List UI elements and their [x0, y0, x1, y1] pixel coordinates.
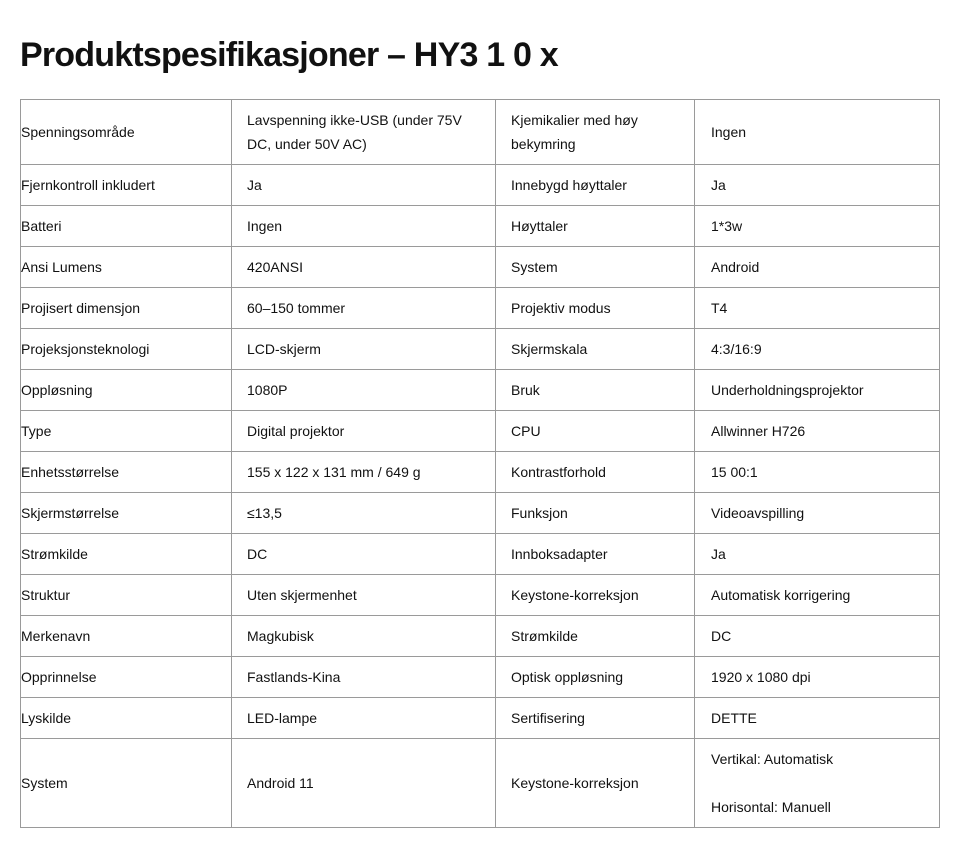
table-row [21, 100, 940, 165]
spec-label: Høyttaler [496, 206, 695, 247]
spec-value: ≤13,5 [232, 493, 496, 534]
spec-label: Lyskilde [21, 698, 232, 739]
table-row [21, 247, 940, 288]
spec-value: 1*3w [695, 206, 940, 247]
spec-value: Allwinner H726 [695, 411, 940, 452]
spec-value: Android [695, 247, 940, 288]
spec-value: 155 x 122 x 131 mm / 649 g [232, 452, 496, 493]
spec-label: Kontrastforhold [496, 452, 695, 493]
keystone-detail [711, 747, 939, 819]
spec-label: Type [21, 411, 232, 452]
table-row [21, 616, 940, 657]
spec-value: LED-lampe [232, 698, 496, 739]
page-title: Produktspesifikasjoner – HY3 1 0 x [20, 36, 558, 74]
table-row [21, 411, 940, 452]
table-row [21, 698, 940, 739]
table-row [21, 370, 940, 411]
spec-value: 4:3/16:9 [695, 329, 940, 370]
spec-label: System [21, 739, 232, 828]
table-row [21, 534, 940, 575]
spec-label: Strømkilde [496, 616, 695, 657]
spec-label: Strømkilde [21, 534, 232, 575]
spec-value: DC [232, 534, 496, 575]
spec-label: Projeksjonsteknologi [21, 329, 232, 370]
keystone-horizontal: Horisontal: Manuell [711, 799, 831, 815]
table-row [21, 329, 940, 370]
spec-label: Projektiv modus [496, 288, 695, 329]
spec-label: Merkenavn [21, 616, 232, 657]
spec-table [20, 99, 940, 828]
spec-label: Keystone-korreksjon [496, 575, 695, 616]
spec-label: CPU [496, 411, 695, 452]
spec-label: Struktur [21, 575, 232, 616]
spec-label: Ansi Lumens [21, 247, 232, 288]
spec-value: Underholdningsprojektor [695, 370, 940, 411]
spec-value: DETTE [695, 698, 940, 739]
table-row [21, 206, 940, 247]
table-row [21, 452, 940, 493]
spec-value: Ja [232, 165, 496, 206]
table-row [21, 493, 940, 534]
spec-label: Keystone-korreksjon [496, 739, 695, 828]
spec-value: LCD-skjerm [232, 329, 496, 370]
spec-label: Skjermstørrelse [21, 493, 232, 534]
spec-value: 15 00:1 [695, 452, 940, 493]
table-row [21, 575, 940, 616]
spec-label: Enhetsstørrelse [21, 452, 232, 493]
table-row [21, 288, 940, 329]
spec-value: Ja [695, 165, 940, 206]
spec-label: Kjemikalier med høy bekymring [496, 100, 695, 165]
spec-value: 1920 x 1080 dpi [695, 657, 940, 698]
keystone-vertical: Vertikal: Automatisk [711, 751, 834, 767]
spec-value: Fastlands-Kina [232, 657, 496, 698]
spec-value: T4 [695, 288, 940, 329]
spec-label: Skjermskala [496, 329, 695, 370]
spec-value [695, 739, 940, 828]
spec-label: Bruk [496, 370, 695, 411]
spec-label: Projisert dimensjon [21, 288, 232, 329]
spec-value: 1080P [232, 370, 496, 411]
spec-value: Automatisk korrigering [695, 575, 940, 616]
spec-value: Uten skjermenhet [232, 575, 496, 616]
spec-label: Innboksadapter [496, 534, 695, 575]
spec-value: Digital projektor [232, 411, 496, 452]
spec-label: Opprinnelse [21, 657, 232, 698]
spec-label: Batteri [21, 206, 232, 247]
spec-label: Oppløsning [21, 370, 232, 411]
table-row [21, 657, 940, 698]
spec-value: 420ANSI [232, 247, 496, 288]
spec-value: 60–150 tommer [232, 288, 496, 329]
spec-value: DC [695, 616, 940, 657]
spec-value: Ingen [232, 206, 496, 247]
spec-label: Innebygd høyttaler [496, 165, 695, 206]
spec-label: Spenningsområde [21, 100, 232, 165]
spec-label: Funksjon [496, 493, 695, 534]
spec-value: Ja [695, 534, 940, 575]
spec-value: Ingen [695, 100, 940, 165]
spec-label: Optisk oppløsning [496, 657, 695, 698]
spec-value: Lavspenning ikke-USB (under 75V DC, under 50V AC) [232, 100, 496, 165]
table-row [21, 739, 940, 828]
spec-value: Magkubisk [232, 616, 496, 657]
spec-label: Fjernkontroll inkludert [21, 165, 232, 206]
spec-label: System [496, 247, 695, 288]
spec-label: Sertifisering [496, 698, 695, 739]
table-row [21, 165, 940, 206]
spec-value: Videoavspilling [695, 493, 940, 534]
spec-value: Android 11 [232, 739, 496, 828]
